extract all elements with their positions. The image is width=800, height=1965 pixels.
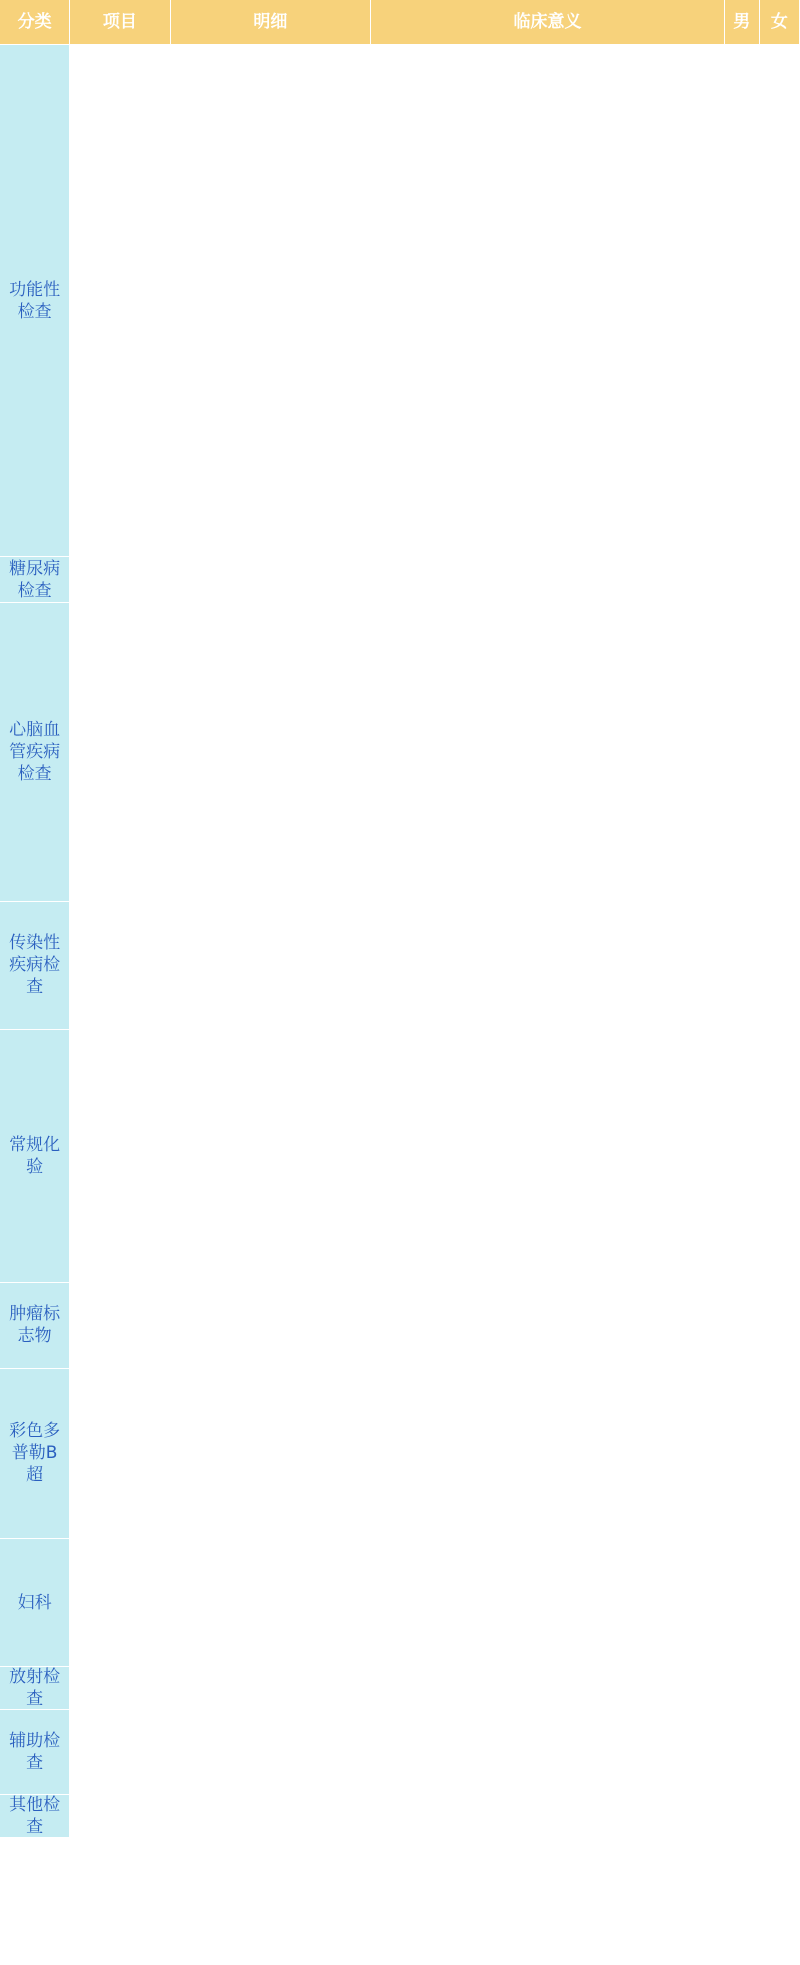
header-significance: 临床意义 — [371, 0, 725, 45]
header-category: 分类 — [0, 0, 70, 45]
header-detail: 明细 — [171, 0, 372, 45]
category-cell: 肿瘤标 志物 — [0, 1283, 70, 1368]
category-cell: 心脑血 管疾病 检查 — [0, 603, 70, 902]
header-item: 项目 — [70, 0, 170, 45]
header-female: 女 — [760, 0, 800, 45]
category-cell: 辅助检 查 — [0, 1710, 70, 1795]
category-cell: 彩色多 普勒B 超 — [0, 1369, 70, 1540]
category-cell: 糖尿病 检查 — [0, 557, 70, 602]
category-cell: 传染性 疾病检 查 — [0, 902, 70, 1030]
category-cell: 功能性 检查 — [0, 45, 70, 557]
category-cell: 放射检 查 — [0, 1667, 70, 1710]
category-cell: 常规化 验 — [0, 1030, 70, 1284]
category-cell: 其他检 查 — [0, 1795, 70, 1838]
header-male: 男 — [725, 0, 760, 45]
category-cell: 妇科 — [0, 1539, 70, 1667]
